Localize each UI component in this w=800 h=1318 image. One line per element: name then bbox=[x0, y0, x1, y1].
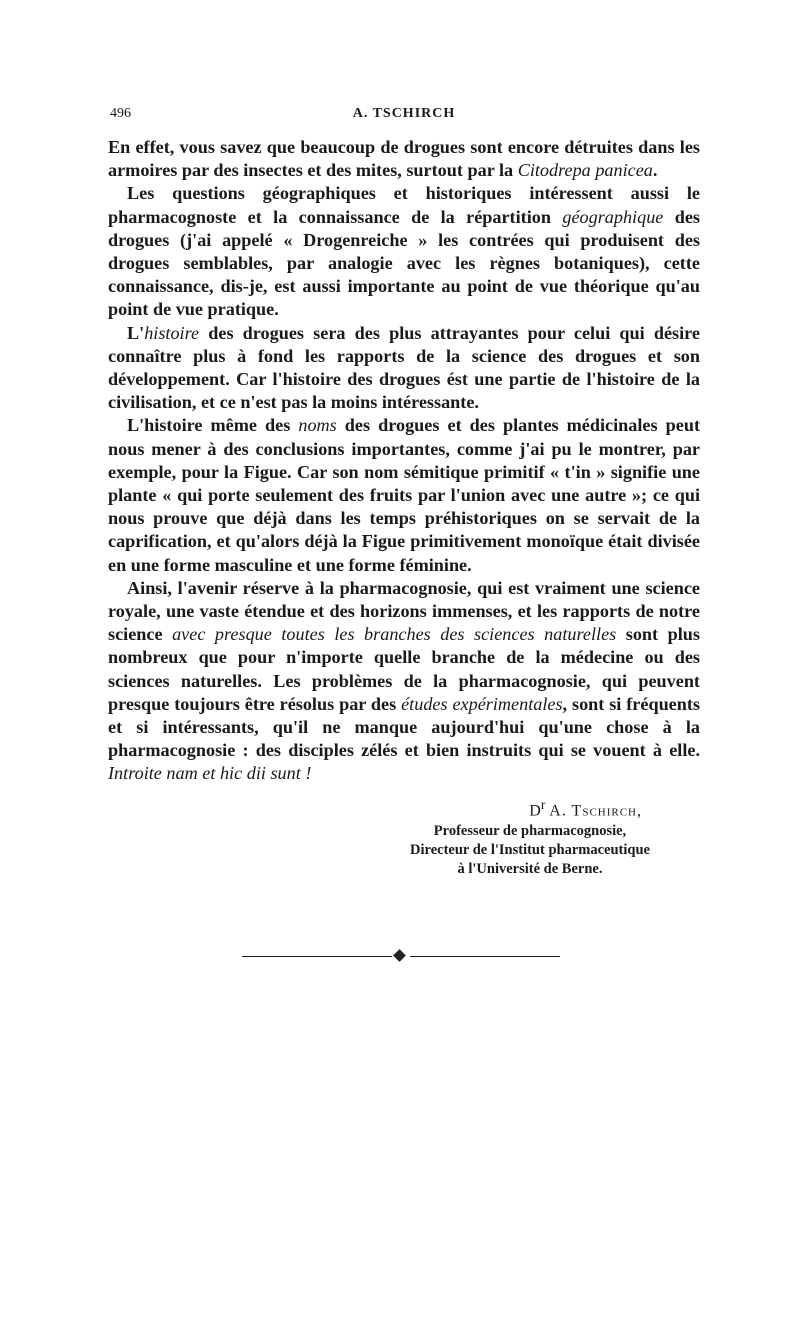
italic-run: géographique bbox=[562, 206, 664, 227]
signature-line-3: à l'Université de Berne. bbox=[457, 861, 603, 878]
italic-run: avec presque toutes les branches des sciences naturelles bbox=[172, 624, 617, 645]
title-prefix: D bbox=[529, 802, 541, 820]
signature-line-2: Directeur de l'Institut pharmaceutique bbox=[410, 842, 650, 859]
italic-run: histoire bbox=[144, 322, 200, 343]
text-run: Ainsi, l'avenir réserve à la pharmacognosie, qui est vraiment une science royale, une vaste étendue et des horizons immenses, et les rapports de notre science bbox=[108, 577, 700, 645]
italic-run: noms bbox=[298, 415, 337, 436]
text-run: Les questions géographiques et historiques intéressent aussi le pharmacognoste et la connaissance de la répartition bbox=[108, 183, 700, 227]
signature-name bbox=[108, 794, 700, 822]
text-run: des drogues (j'ai appelé « Drogenreiche » les contrées qui produisent des drogues semblables, par analogie avec les règnes botaniques), cette connaissance, dis-je, est aussi importante au point de vue théorique qu'au point de vue pratique. bbox=[108, 206, 700, 320]
paragraph-1 bbox=[108, 136, 700, 182]
text-run: sont plus nombreux que pour n'importe quelle branche de la médecine ou des sciences naturelles. Les problèmes de la pharmacognosie, qui peuvent presque toujours être résolus par des bbox=[108, 624, 700, 714]
text-run: , sont si fréquents et si intéressants, qu'il ne manque aujourd'hui qu'une chose à la pharmacognosie : des disciples zélés et bien instruits qui se vouent à elle. bbox=[108, 693, 701, 761]
signature-block bbox=[108, 794, 700, 879]
page bbox=[108, 100, 700, 879]
text-run: des drogues et des plantes médicinales peut nous mener à des conclusions importantes, comme j'ai pu le montrer, par exemple, pour la Figue. Car son nom sémitique primitif « t'in » signifie une plante « qui porte seulement des fruits par l'union avec une autre »; ce qui nous prouve que déjà dans les temps préhistoriques on se servait de la caprification, et qu'alors déjà la Figue primitivement monoïque était divisée en une forme masculine et une forme féminine. bbox=[108, 415, 700, 575]
title-prefix-sup: r bbox=[540, 796, 546, 812]
diamond-icon bbox=[393, 949, 406, 962]
body-text bbox=[108, 136, 700, 786]
running-title: A. TSCHIRCH bbox=[352, 106, 456, 121]
text-run: L'histoire même des bbox=[127, 415, 299, 436]
page-number: 496 bbox=[110, 106, 131, 121]
text-run: . bbox=[652, 160, 658, 181]
paragraph-3 bbox=[108, 322, 700, 415]
ornament-rule-right bbox=[410, 956, 560, 957]
text-run: En effet, vous savez que beaucoup de drogues sont encore détruites dans les armoires par des insectes et des mites, surtout par la bbox=[108, 137, 700, 181]
author-name: A. Tschirch, bbox=[549, 802, 642, 820]
italic-run: Introite nam et hic dii sunt ! bbox=[108, 763, 312, 784]
text-run: L' bbox=[127, 322, 145, 343]
italic-run: Citodrepa panicea bbox=[517, 160, 653, 181]
running-header bbox=[108, 100, 700, 126]
ornament-rule-left bbox=[242, 956, 392, 957]
paragraph-5 bbox=[108, 577, 700, 786]
diamond-rule-icon bbox=[242, 946, 560, 966]
text-run: des drogues sera des plus attrayantes pour celui qui désire connaître plus à fond les rapports de la science des drogues et son développement. Car l'histoire des drogues ést une partie de l'histoire de la civilisation, et ce n'est pas la moins intéressante. bbox=[108, 322, 700, 413]
paragraph-2 bbox=[108, 182, 700, 321]
paragraph-4 bbox=[108, 414, 700, 576]
italic-run: études expérimentales bbox=[401, 693, 563, 714]
signature-line-1: Professeur de pharmacognosie, bbox=[433, 823, 627, 840]
